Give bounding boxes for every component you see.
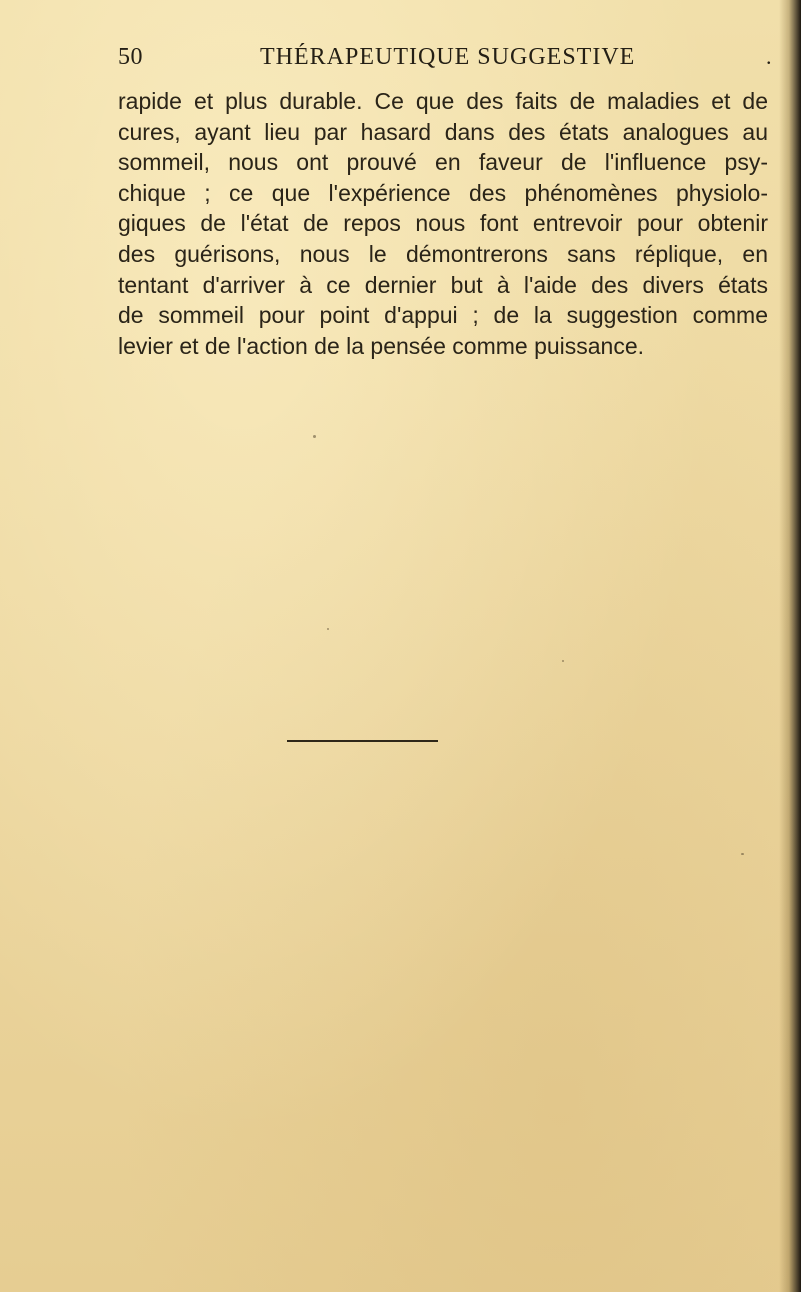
text-line: giques de l'état de repos nous font entrevoir pour obtenir: [118, 210, 768, 237]
text-line: levier et de l'action de la pensée comme puissance.: [118, 332, 645, 359]
text-line: tentant d'arriver à ce dernier but à l'aide des divers états: [118, 271, 768, 298]
running-title: THÉRAPEUTIQUE SUGGESTIVE: [260, 44, 636, 70]
text-line: rapide et plus durable. Ce que des faits de maladies et de: [118, 88, 768, 114]
page-edge-shadow: [779, 0, 801, 1292]
header-dot-mark: .: [766, 44, 772, 69]
text-line: des guérisons, nous le démontrerons sans réplique, en: [118, 240, 768, 267]
paper-speck: [313, 435, 316, 438]
text-line: de sommeil pour point d'appui ; de la suggestion comme: [118, 302, 768, 329]
running-head: [118, 38, 773, 78]
body-paragraph: [118, 86, 768, 361]
page-number: 50: [118, 44, 143, 70]
paper-speck: [562, 660, 564, 662]
paper-speck: [327, 628, 329, 630]
text-line: sommeil, nous ont prouvé en faveur de l'influence psy-: [118, 149, 768, 176]
end-rule: [287, 740, 438, 742]
paper-speck: [741, 853, 744, 855]
text-line: cures, ayant lieu par hasard dans des états analogues au: [118, 118, 768, 145]
text-line: chique ; ce que l'expérience des phénomènes physiolo-: [118, 179, 768, 206]
